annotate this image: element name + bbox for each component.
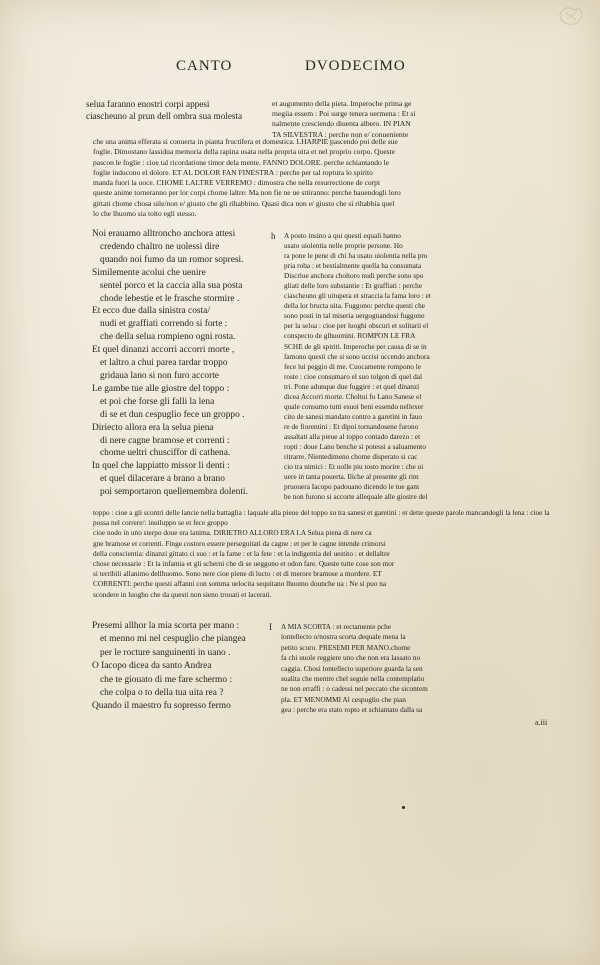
commentary-line: ritrarre. Nientedimeno chome disperato si cac — [284, 452, 418, 462]
verse-line: selua faranno enostri corpi appesi — [86, 99, 210, 109]
commentary-line: gea : perche era stato ropto et schiantato dalla sa — [281, 705, 423, 715]
commentary-lemma-letter: I — [269, 622, 272, 632]
commentary-line: gliati delle loro substantie : Et graffiati : perche — [284, 281, 423, 291]
commentary-line: gittati chome chosa uile/non e/ giusto che gli rihabbino. Quasi dica non e/ giusto che si rihabbia quel — [93, 198, 395, 208]
middle-verse — [92, 228, 248, 499]
commentary-line: per la selua : cioe per luoghi obscuri et solitarii el — [284, 321, 429, 331]
commentary-line: tri. Pone adunque due fuggire : et quel dinanzi — [284, 381, 420, 391]
top-commentary-right — [272, 99, 415, 140]
verse-line: Et quel dinanzi accorri accorri morte , — [92, 345, 235, 356]
middle-commentary-right — [284, 231, 431, 502]
commentary-line: sono posti in tal miseria uergognandosi fuggono — [284, 311, 425, 321]
commentary-line: et augumento della pieta. Imperoche prima ge — [272, 99, 412, 108]
commentary-line: ciascheuno gli uitupera et straccia la fama loro : et — [284, 291, 431, 301]
commentary-line: conspecto de glhuomini. ROMPON LE FRA — [284, 331, 416, 341]
commentary-line: pria roba : et bestialmente quella ha consumata — [284, 261, 422, 271]
top-commentary-full — [93, 137, 401, 219]
verse-line: di nere cagne bramose et correnti : — [100, 435, 230, 446]
commentary-line: re de fiorentini : Et dipoi tornandosene furono — [284, 421, 419, 431]
verse-line: che colpa o to della tua uita rea ? — [100, 688, 224, 699]
top-verse — [86, 98, 242, 122]
commentary-line: nalmente cresciendo diuenta albero. IN PIAN — [272, 119, 411, 129]
verse-line: quando noi fumo da un romor sopresi. — [100, 254, 244, 265]
verse-line: che della selua rompieno ogni rosta. — [100, 332, 236, 343]
verse-line: per le rocture sanguinenti in uano . — [100, 647, 231, 658]
verse-line: sentel porco et la caccia alla sua posta — [100, 280, 243, 291]
commentary-line: fa chi uuole reggiere uno che non era lassato no — [281, 653, 421, 663]
commentary-line: SCHE de gli spiriti. Imperoche per causa di se in — [284, 341, 427, 351]
verse-line: Presemi allhor la mia scorta per mano : — [92, 621, 240, 631]
commentary-line: TA SILVESTRA : perche non e/ conueniente — [272, 129, 409, 139]
commentary-line: manda fuori la uoce. CHOME LALTRE VERREMO : dimostra che nella resurrectione de corpi — [93, 178, 381, 188]
commentary-line: uere in tanta pouerta. Iliche al presente gli rim — [284, 472, 419, 482]
commentary-line: Discriue anchora choltoro nudi perche sono spo — [284, 271, 424, 281]
bottom-verse — [92, 620, 246, 714]
signature-mark: a.iii — [535, 718, 548, 727]
verse-line: O Iacopo dicea da santo Andrea — [92, 661, 212, 672]
commentary-line: roste : cioe consumaro el suo tolgon di quel dal — [284, 371, 423, 381]
commentary-line: ropti : doue Lano benche si potessi a saluamento — [284, 441, 426, 451]
verse-line: Noi erauamo alltroncho anchora attesi — [92, 229, 236, 239]
commentary-line: che una anima efferata si conuerta in pianta fructifera et domestica. LHARPIE pascendo poi delle sue — [93, 137, 398, 146]
verse-line: nudi et graffiati correndo si forte : — [100, 319, 228, 330]
commentary-line: gne bramose et correnti. Finge costoro essere perseguitati da cagne : et per le cagne intende crimorsi — [93, 538, 386, 548]
commentary-line: be non furono si accorte allequale alle giostre del — [284, 492, 428, 502]
commentary-line: foglie inducono el dolore. ET AL DOLOR FAN FINESTRA : perche per tal roptura lo spirito — [93, 167, 373, 177]
ink-speck — [402, 806, 405, 809]
verse-line: credendo chaltro ne uolessi dire — [100, 241, 220, 252]
verse-line: et laltro a chui parea tardar troppo — [100, 358, 228, 369]
commentary-line: usato uiolentia nelle proprie persone. Ho — [284, 241, 403, 251]
bottom-commentary-right — [281, 622, 428, 716]
library-stamp-icon — [556, 2, 586, 32]
verse-line: ciascheuno al prun dell ombra sua molesta — [86, 111, 243, 122]
header-canto: CANTO — [176, 58, 233, 74]
commentary-line: caggia. Chosi lontellecto superiore guarda la sen — [281, 663, 423, 673]
verse-line: In quel che lappiatto missor li denti : — [92, 461, 230, 472]
middle-commentary-full — [93, 508, 563, 600]
commentary-line: cito de sanesi mandato contro a garetini in fauo — [284, 411, 423, 421]
running-head — [0, 58, 600, 80]
commentary-line: sualita che mentre chel seguie nella contemplatio — [281, 674, 425, 684]
commentary-line: cioe nodo in uno sterpo doue era lanima. DIRIETRO ALLORO ERA LA Selua piena di nere ca — [93, 528, 372, 538]
commentary-line: chose necessarie : Et la infamia et gli scherni che di se ueggono et odon fare. Queste tutte cose son mor — [93, 559, 395, 569]
commentary-line: della lor bructa uita. Fuggono: perche questi che — [284, 301, 426, 311]
commentary-line: fece lui peggio di me. Cuocamente rompono le — [284, 361, 421, 371]
commentary-line: megiia essem : Poi surge tenera uermena : Et si — [272, 109, 416, 119]
commentary-line: queste anime torneranno per lor corpi chome laltre: Ma non fie ne ue sttiranno: perche hauendogli loro — [93, 188, 401, 198]
commentary-line: pruouera Iacopo padouano dicendo le tue gam — [284, 482, 419, 492]
commentary-line: petito scuro. PRESEMI PER MANO.chome — [281, 642, 411, 652]
commentary-line: cio tra nimici : Et uolle piu tosto morire : che ui — [284, 462, 424, 472]
verse-line: Diriecto allora era la selua piena — [92, 422, 214, 433]
commentary-line: lo che lhuomo sia tolto egli stesso. — [93, 209, 197, 219]
verse-line: Et ecco due dalla sinistra costa/ — [92, 306, 210, 317]
verse-line: Similemente acolui che uenire — [92, 267, 206, 278]
verse-line: et menno mi nel cespuglio che piangea — [100, 634, 246, 645]
commentary-line: A MIA SCORTA : et rectamente pche — [281, 622, 392, 631]
commentary-line: lontellecto o/nostra scorta dequale mena la — [281, 632, 406, 642]
commentary-line: dicea Accorri morte. Choltui fu Lano Sanese el — [284, 391, 422, 401]
verse-line: chome ueltri chusciffor di cathena. — [100, 448, 231, 459]
verse-line: chode lebestie et le frasche stormire . — [100, 293, 240, 304]
verse-line: di se et dun cespuglio fece un groppo . — [100, 409, 245, 420]
commentary-line: A posto insino a qui questi equali hanno — [284, 231, 401, 240]
commentary-line: ne non erraffi : o cadessi nel peccato che sicontem — [281, 684, 428, 694]
verse-line: Le gambe tue alle giostre del toppo : — [92, 383, 230, 394]
commentary-line: pascon le foglie : cioe tal ricordatione timor dela mente. FANNO DOLORE. perche schiantando le — [93, 157, 390, 167]
commentary-line: scondere in luogho che da questi non sieno trouati et lacerati. — [93, 589, 272, 599]
commentary-line: CORRENTI: perche questi affanni con somma uelocita sequitano lhuomo dounche ua : Ne si puo na — [93, 579, 387, 589]
commentary-line: foglie. Dimostano lassidua memoria della rapina usata nella propria uita et nel proprio corpo. Queste — [93, 147, 395, 157]
commentary-lemma-letter: h — [271, 231, 276, 241]
header-dvodecimo: DVODECIMO — [305, 58, 406, 74]
verse-line: et poi che forse gli falli la lena — [100, 396, 215, 407]
verse-line: Quando il maestro fu sopresso fermo — [92, 701, 231, 712]
commentary-line: ra pone le pene di chi ha usato uiolentia nella pro — [284, 251, 428, 261]
verse-line: et quel dilacerare a brano a brano — [100, 474, 225, 485]
commentary-line: quale consumo tutti esuoi beni essendo nellexer — [284, 401, 424, 411]
commentary-line: della conscientia: dinanzi gittato ci suo : et la fame : et la fete : et la indigentia del uestito : et dellaltre — [93, 548, 390, 558]
commentary-line: famono questi che si sono uccisi uccendo anchora — [284, 351, 430, 361]
commentary-line: toppo : cioe a gli scontri delle lancie nella battaglia : laquale alla pieue del toppo su tra sanesi et garetini : et dette queste parole mancandogli la lena : cioe la possa nel correre/: inuiluppo se et fece groppo — [93, 508, 550, 528]
verse-line: che te giouato di me fare schermo : — [100, 674, 232, 685]
verse-line: gridaua lano si non furo accorte — [100, 370, 219, 381]
commentary-line: pla. ET MENOMMI Al cespuglio che pian — [281, 694, 406, 704]
commentary-line: si terribili allanimo dellhuomo. Sono nere cioe piene di lucto : et di merore bramose a mordere. ET — [93, 569, 382, 579]
commentary-line: assaltati alla pieue al toppo contado darezo : et — [284, 431, 421, 441]
verse-line: poi semportaron quellemembra dolenti. — [100, 487, 248, 498]
